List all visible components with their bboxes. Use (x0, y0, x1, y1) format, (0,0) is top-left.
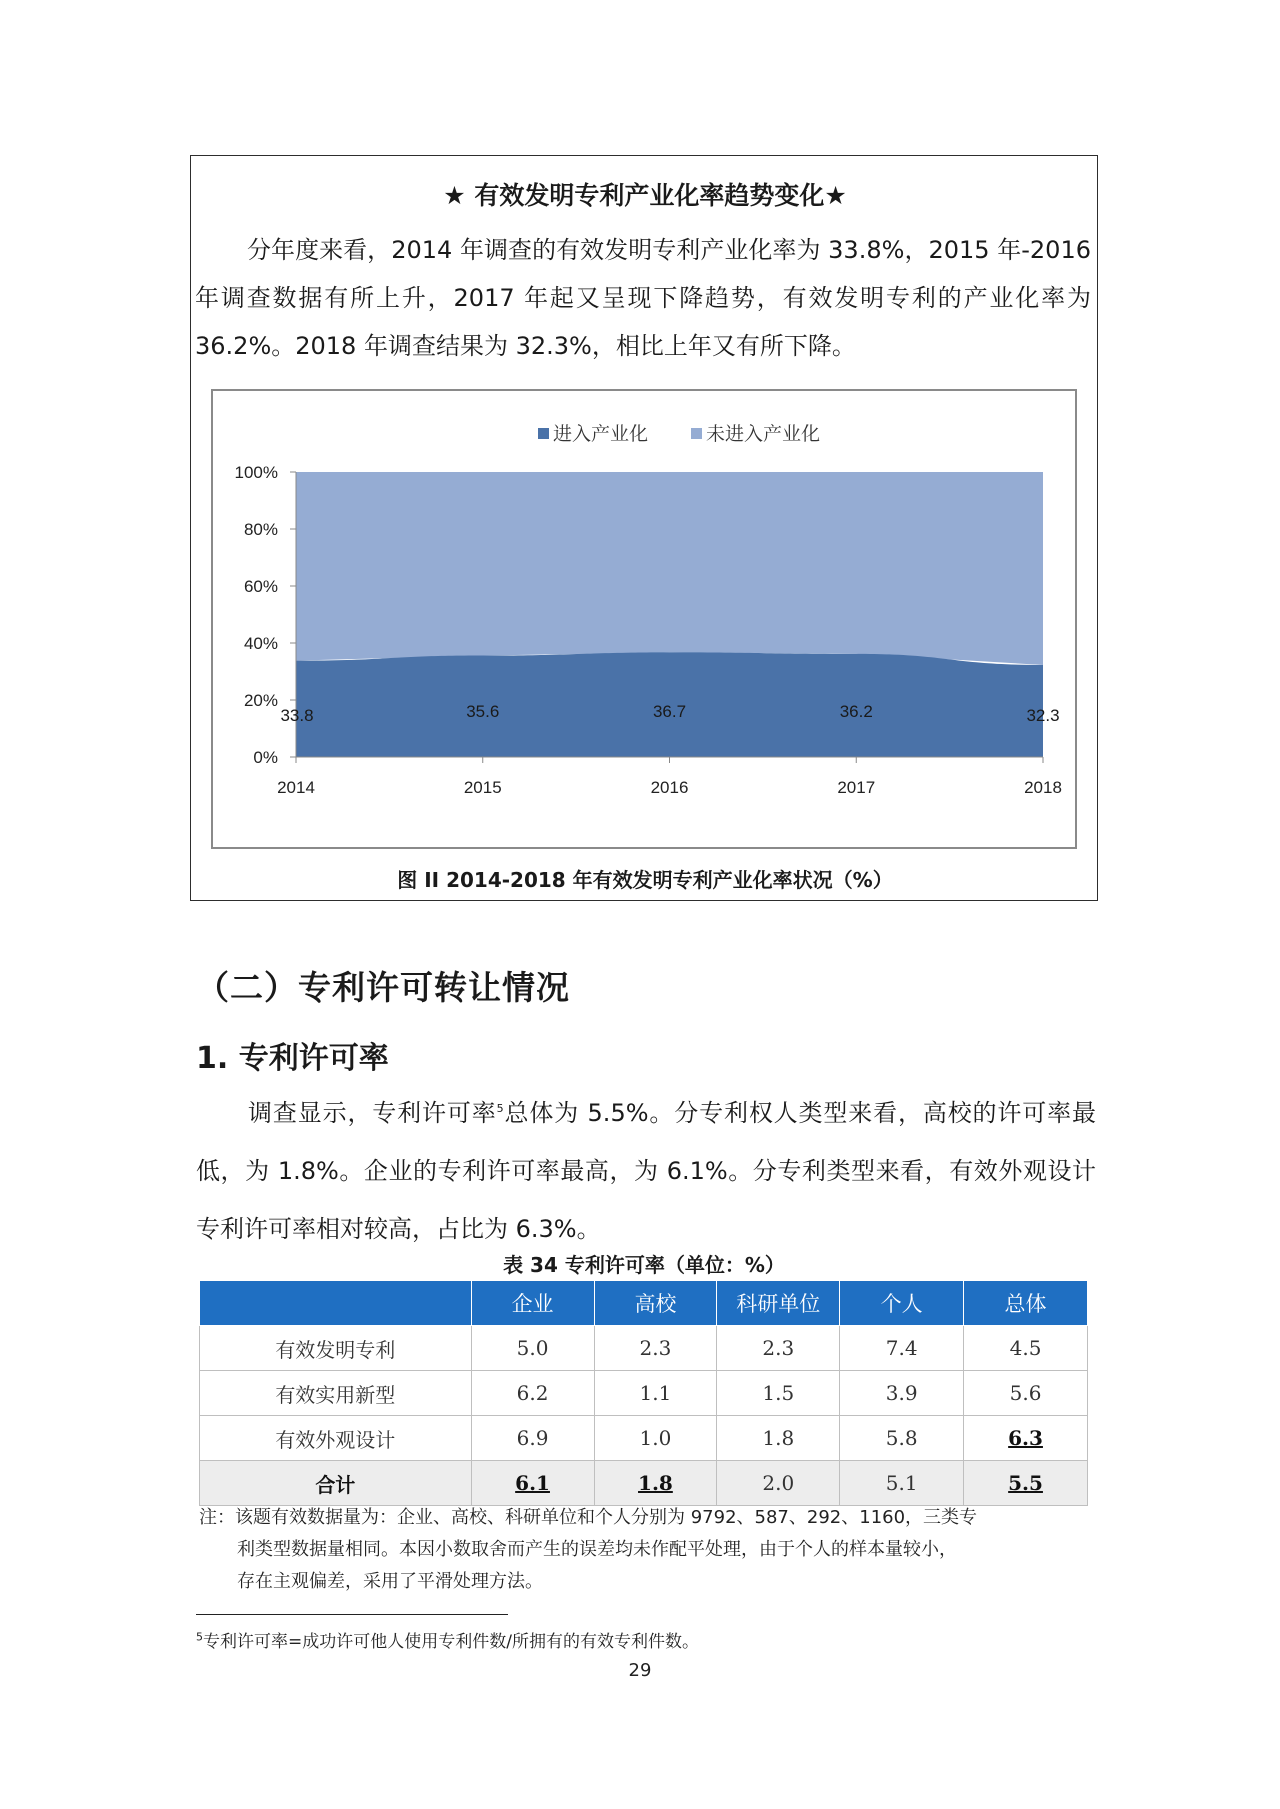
table-cell: 7.4 (840, 1326, 964, 1371)
table-total-row (200, 1461, 1088, 1506)
paragraph-part-2: 总体为 5.5%。分专利权人类型来看，高校的许可率最低，为 1.8%。企业的专利许可率最高，为 6.1%。分专利类型来看，有效外观设计专利许可率相对较高，占比为 6.3%。 (196, 1099, 1096, 1243)
y-tick-label: 100% (234, 463, 278, 482)
row-label: 合计 (200, 1461, 472, 1506)
table-cell: 1.8 (717, 1416, 840, 1461)
y-tick-label: 80% (243, 520, 278, 539)
table-cell: 5.8 (840, 1416, 964, 1461)
legend-swatch-industrialized (538, 428, 549, 439)
note-line: 存在主观偏差，采用了平滑处理方法。 (237, 1571, 543, 1592)
x-tick-label: 2016 (650, 778, 689, 797)
data-label: 36.2 (839, 702, 873, 721)
header-cell: 科研单位 (717, 1281, 840, 1326)
section-heading: （二）专利许可转让情况 (196, 968, 570, 1007)
note-line: 注：该题有效数据量为：企业、高校、科研单位和个人分别为 9792、587、292、1160，三类专 (199, 1507, 978, 1528)
note-line: 利类型数据量相同。本因小数取舍而产生的误差均未作配平处理，由于个人的样本量较小， (237, 1539, 957, 1560)
table-cell: 1.1 (594, 1371, 717, 1416)
subsection-heading: 1. 专利许可率 (196, 1041, 389, 1076)
x-tick-label: 2014 (277, 778, 315, 797)
header-cell: 个人 (840, 1281, 964, 1326)
highlighted-value: 1.8 (638, 1471, 673, 1495)
highlight-box (190, 155, 1098, 901)
table-title: 表 34 专利许可率（单位：%） (503, 1253, 785, 1277)
paragraph-part-1: 调查显示，专利许可率 (248, 1099, 497, 1127)
table-cell: 4.5 (964, 1326, 1088, 1371)
table-cell: 1.5 (717, 1371, 840, 1416)
body-paragraph (196, 1080, 1096, 1258)
x-tick-label: 2017 (837, 778, 876, 797)
data-label: 33.8 (280, 706, 314, 725)
chart-frame (211, 389, 1077, 849)
table-row (200, 1416, 1088, 1461)
box-title: ★ 有效发明专利产业化率趋势变化★ (443, 181, 847, 210)
x-tick-label: 2015 (463, 778, 502, 797)
table-cell: 5.6 (964, 1371, 1088, 1416)
area-chart (213, 391, 1075, 847)
table-cell: 6.2 (471, 1371, 594, 1416)
box-paragraph-text: 分年度来看，2014 年调查的有效发明专利产业化率为 33.8%，2015 年-2016 年调查数据有所上升，2017 年起又呈现下降趋势，有效发明专利的产业化率为 36.2%。2018 年调查结果为 32.3%，相比上年又有所下降。 (195, 236, 1091, 360)
footnote (196, 1627, 699, 1652)
table-row (200, 1326, 1088, 1371)
legend-label: 未进入产业化 (706, 423, 821, 445)
table-cell-highlighted (471, 1461, 594, 1506)
data-label: 35.6 (466, 702, 500, 721)
box-paragraph (195, 226, 1091, 370)
y-tick-label: 40% (243, 634, 278, 653)
legend-swatch-not-industrialized (691, 428, 702, 439)
header-cell (200, 1281, 472, 1326)
table-row (200, 1371, 1088, 1416)
table-cell-highlighted (594, 1461, 717, 1506)
table-cell: 2.0 (717, 1461, 840, 1506)
table-note (199, 1502, 1094, 1598)
row-label: 有效发明专利 (200, 1326, 472, 1371)
highlighted-value: 6.3 (1008, 1426, 1043, 1450)
highlighted-value: 5.5 (1008, 1471, 1043, 1495)
table-cell: 2.3 (594, 1326, 717, 1371)
table-header-row (200, 1281, 1088, 1326)
header-cell: 总体 (964, 1281, 1088, 1326)
table-cell: 3.9 (840, 1371, 964, 1416)
data-label: 32.3 (1026, 706, 1060, 725)
table-cell: 6.9 (471, 1416, 594, 1461)
table-cell: 1.0 (594, 1416, 717, 1461)
header-cell: 企业 (471, 1281, 594, 1326)
x-tick-label: 2018 (1024, 778, 1062, 797)
row-label: 有效实用新型 (200, 1371, 472, 1416)
y-tick-label: 20% (243, 691, 278, 710)
table-cell-highlighted (964, 1461, 1088, 1506)
highlighted-value: 6.1 (515, 1471, 550, 1495)
y-tick-label: 60% (243, 577, 278, 596)
footnote-text: 专利许可率=成功许可他人使用专利件数/所拥有的有效专利件数。 (203, 1632, 699, 1652)
footnote-mark: 5 (196, 1630, 203, 1644)
series-area-not-industrialized (296, 472, 1043, 665)
table-cell: 2.3 (717, 1326, 840, 1371)
license-rate-table (199, 1280, 1088, 1506)
table-cell-highlighted (964, 1416, 1088, 1461)
footnote-ref[interactable]: 5 (496, 1102, 504, 1115)
header-cell: 高校 (594, 1281, 717, 1326)
y-tick-label: 0% (253, 748, 278, 767)
page-number: 29 (628, 1660, 652, 1681)
table-cell: 5.0 (471, 1326, 594, 1371)
row-label: 有效外观设计 (200, 1416, 472, 1461)
legend-label: 进入产业化 (553, 423, 649, 445)
data-label: 36.7 (652, 702, 687, 721)
figure-caption: 图 II 2014-2018 年有效发明专利产业化率状况（%） (397, 868, 893, 892)
table-cell: 5.1 (840, 1461, 964, 1506)
footnote-divider (196, 1614, 508, 1615)
body-paragraph-text (196, 1080, 1096, 1258)
